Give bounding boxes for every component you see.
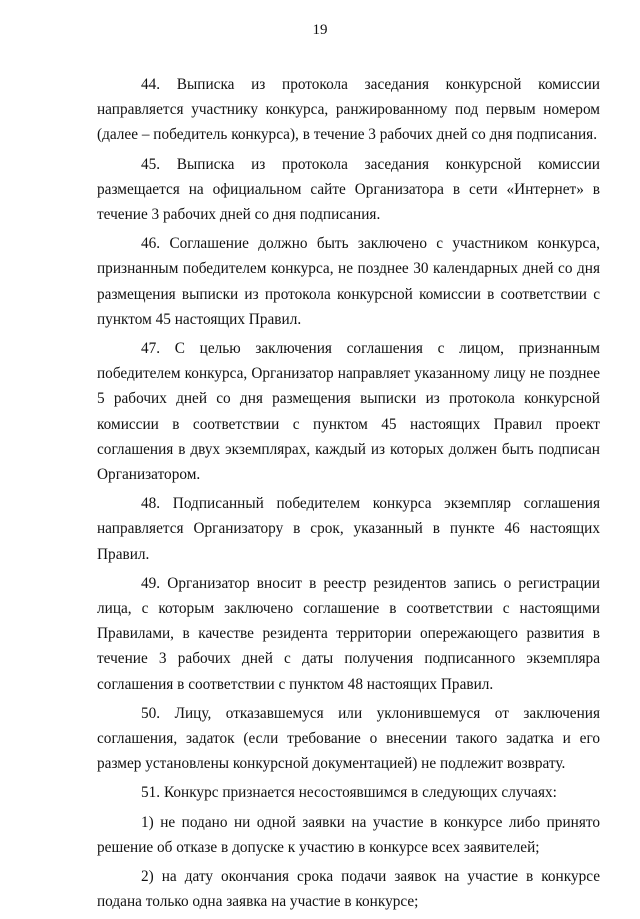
paragraph-46: 46. Соглашение должно быть заключено с участником конкурса, признанным победителем конкурса, не позднее 30 календарных дней со дня размещения выписки из протокола конкурсной комиссии в соответствии с пунктом 45 настоящих Правил. [97,235,600,328]
document-body [97,72,600,919]
page-number: 19 [312,22,328,38]
paragraph-51-item-2: 2) на дату окончания срока подачи заявок на участие в конкурсе подана только одна заявка на участие в конкурсе; [97,868,600,911]
paragraph-47: 47. С целью заключения соглашения с лицом, признанным победителем конкурса, Организатор направляет указанному лицу не позднее 5 рабочих дней со дня размещения выписки из протокола конкурсной комиссии в соответствии с пунктом 45 настоящих Правил проект соглашения в двух экземплярах, каждый из которых должен быть подписан Организатором. [97,340,600,484]
paragraph-51-item-1: 1) не подано ни одной заявки на участие в конкурсе либо принято решение об отказе в допуске к участию в конкурсе всех заявителей; [97,813,600,856]
paragraph-49: 49. Организатор вносит в реестр резидентов запись о регистрации лица, с которым заключено соглашение в соответствии с настоящими Правилами, в качестве резидента территории опережающего развития в течение 3 рабочих дней с даты получения подписанного экземпляра соглашения в соответствии с пунктом 48 настоящих Правил. [97,574,600,693]
paragraph-45: 45. Выписка из протокола заседания конкурсной комиссии размещается на официальном сайте Организатора в сети «Интернет» в течение 3 рабочих дней со дня подписания. [97,155,600,224]
paragraph-50: 50. Лицу, отказавшемуся или уклонившемуся от заключения соглашения, задаток (если требование о внесении такого задатка и его размер установлены конкурсной документацией) не подлежит возврату. [97,704,600,773]
paragraph-44: 44. Выписка из протокола заседания конкурсной комиссии направляется участнику конкурса, ранжированному под первым номером (далее – победитель конкурса), в течение 3 рабочих дней со дня подписания. [97,76,600,144]
paragraph-51: 51. Конкурс признается несостоявшимся в следующих случаях: [141,784,557,802]
paragraph-48: 48. Подписанный победителем конкурса экземпляр соглашения направляется Организатору в срок, указанный в пункте 46 настоящих Правил. [97,495,600,563]
